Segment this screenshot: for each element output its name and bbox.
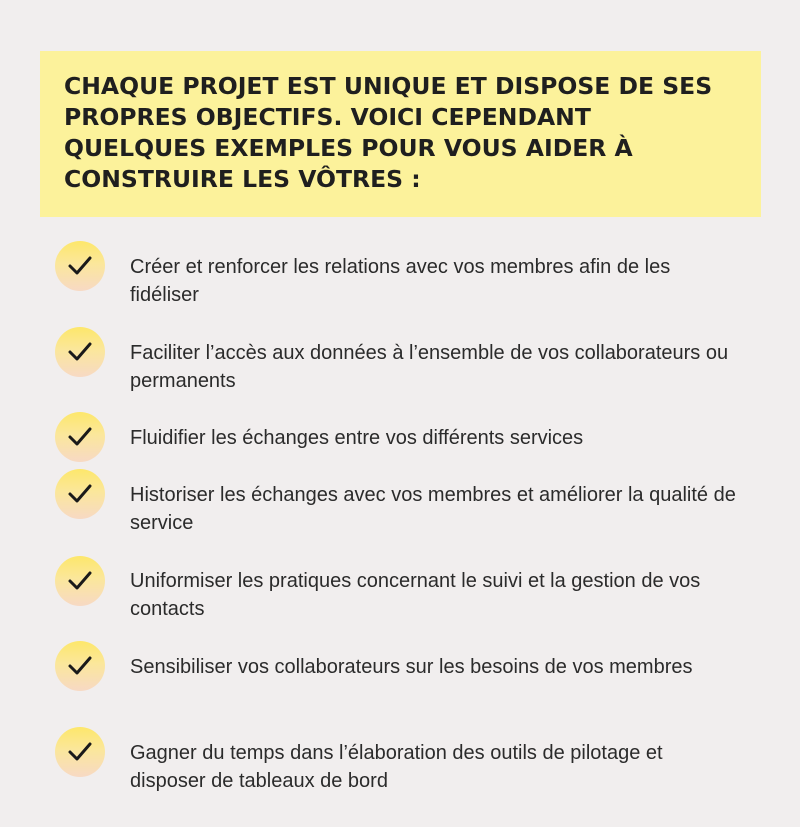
check-icon [55,727,105,777]
list-item-text: Uniformiser les pratiques concernant le suivi et la gestion de vos contacts [130,570,701,620]
check-icon [55,241,105,291]
list-item-text: Créer et renforcer les relations avec vos membres afin de les fidéliser [130,256,671,306]
list-item-text: Sensibiliser vos collaborateurs sur les besoins de vos membres [130,656,693,678]
check-icon [55,556,105,606]
check-icon [55,327,105,377]
header-box [40,51,761,217]
list-item-text: Faciliter l’accès aux données à l’ensemble de vos collaborateurs ou permanents [130,342,729,392]
check-icon [55,469,105,519]
check-icon [55,412,105,462]
check-icon [55,641,105,691]
list-item-text: Historiser les échanges avec vos membres et améliorer la qualité de service [130,484,736,534]
list-item-text: Fluidifier les échanges entre vos différents services [130,427,584,449]
list-item-text: Gagner du temps dans l’élaboration des outils de pilotage et disposer de tableaux de bord [130,742,663,792]
header-title: CHAQUE PROJET EST UNIQUE ET DISPOSE DE SES PROPRES OBJECTIFS. VOICI CEPENDANT QUELQUES EXEMPLES POUR VOUS AIDER À CONSTRUIRE LES VÔTRES : [64,72,713,193]
